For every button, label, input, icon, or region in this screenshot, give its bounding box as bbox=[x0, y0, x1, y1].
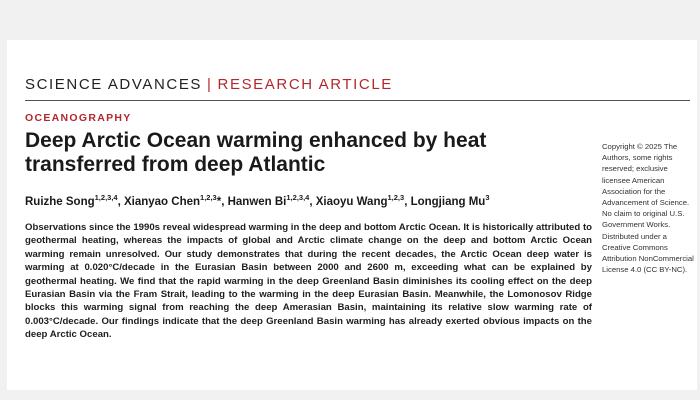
author-affiliations: 3 bbox=[485, 193, 490, 203]
journal-name: SCIENCE ADVANCES bbox=[25, 76, 203, 93]
article-page bbox=[7, 40, 697, 390]
author-affiliations: 1,2,3,4 bbox=[94, 193, 118, 203]
author-name[interactable]: Ruizhe Song bbox=[25, 196, 95, 208]
author-name[interactable]: Xianyao Chen bbox=[123, 196, 201, 208]
author-affiliations: 1,2,3 bbox=[387, 193, 405, 203]
corresponding-author-mark: * bbox=[216, 196, 222, 208]
abstract: Observations since the 1990s reveal widespread warming in the deep and bottom Arctic Ocean. It is historically attributed to geothermal heating, whereas the impacts of global and Arctic climate change on the deep and bottom Arctic Ocean warming remain unresolved. Our study demonstrates that during the recent decades, the Arctic Ocean deep water is warming at 0.020°C/decade in the Eurasian Basin between 2000 and 2600 m, exceeding what can be explained by geothermal heating. We find that the rapid warming in the deep Greenland Basin diminishes its cooling effect on the deep Eurasian Basin via the Fram Strait, leading to the warming in the deep Eurasian Basin. Meanwhile, the Lomonosov Ridge blocks this warming signal from reaching the deep Amerasian Basin, maintaining its relative slow warming rate of 0.003°C/decade. Our findings indicate that the deep Greenland Basin warming has already exerted obvious impacts on the deep Arctic Ocean. bbox=[25, 222, 592, 341]
article-title: Deep Arctic Ocean warming enhanced by heat transferred from deep Atlantic bbox=[25, 129, 487, 176]
author-name[interactable]: Longjiang Mu bbox=[410, 196, 486, 208]
author-affiliations: 1,2,3 bbox=[200, 193, 217, 203]
journal-header bbox=[25, 76, 393, 93]
author-name[interactable]: Xiaoyu Wang bbox=[315, 196, 388, 208]
article-type: RESEARCH ARTICLE bbox=[217, 76, 393, 93]
header-separator: | bbox=[207, 76, 213, 93]
article-category: OCEANOGRAPHY bbox=[25, 112, 132, 124]
header-divider bbox=[25, 100, 690, 101]
author-affiliations: 1,2,3,4 bbox=[286, 193, 310, 203]
author-name[interactable]: Hanwen Bi bbox=[227, 196, 287, 208]
copyright-notice: Copyright © 2025 The Authors, some rights reserved; exclusive licensee American Association for the Advancement of Science. No claim to original U.S. Government Works. Distributed under a Creative Commons Attribution NonCommercial License 4.0 (CC BY-NC). bbox=[602, 142, 694, 275]
author-list: Ruizhe Song$^{1,2,3,4}$, Xianyao Chen$^{1,2,3}$*, Hanwen Bi$^{1,2,3,4}$, Xiaoyu Wang$^{1,2,3}$, Longjiang Mu$^3$ bbox=[25, 193, 490, 208]
